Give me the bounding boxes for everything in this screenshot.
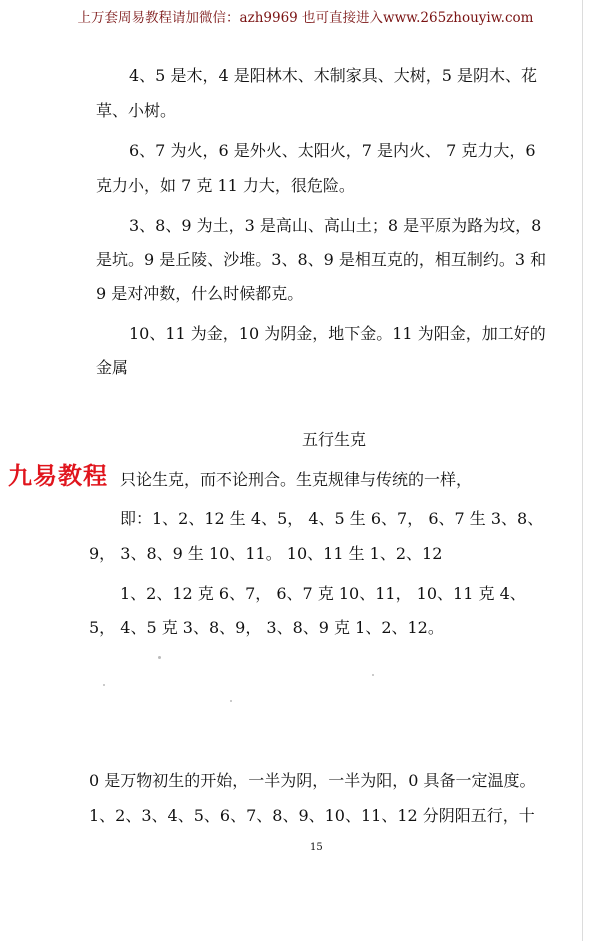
bottom-line: 0 是万物初生的开始，一半为阴，一半为阳，0 具备一定温度。 bbox=[89, 771, 536, 790]
ke-line: 5， 4、5 克 3、8、9， 3、8、9 克 1、2、12。 bbox=[89, 618, 444, 637]
section-title: 五行生克 bbox=[302, 430, 367, 449]
page-number: 15 bbox=[310, 842, 323, 853]
paragraph-line: 克力小，如 7 克 11 力大，很危险。 bbox=[96, 176, 355, 195]
paragraph-line: 4、5 是木，4 是阳林木、木制家具、大树，5 是阴木、花 bbox=[129, 66, 537, 85]
bottom-line: 1、2、3、4、5、6、7、8、9、10、11、12 分阴阳五行，十 bbox=[89, 806, 535, 825]
section-intro: 只论生克，而不论刑合。生克规律与传统的一样， bbox=[120, 470, 473, 489]
scan-speck bbox=[158, 656, 161, 659]
paragraph-line: 草、小树。 bbox=[96, 101, 177, 120]
paragraph-line: 金属 bbox=[96, 358, 129, 377]
header-banner: 上万套周易教程请加微信：azh9969 也可直接进入www.265zhouyiw.com bbox=[77, 10, 534, 26]
paragraph-line: 9 是对冲数，什么时候都克。 bbox=[96, 284, 304, 303]
paragraph-line: 6、7 为火，6 是外火、太阳火，7 是内火、 7 克力大，6 bbox=[129, 141, 536, 160]
scan-speck bbox=[230, 700, 232, 702]
paragraph-line: 10、11 为金，10 为阴金，地下金。11 为阳金，加工好的 bbox=[129, 324, 546, 343]
sheng-line: 即：1、2、12 生 4、5， 4、5 生 6、7， 6、7 生 3、8、 bbox=[120, 509, 544, 528]
ke-line: 1、2、12 克 6、7， 6、7 克 10、11， 10、11 克 4、 bbox=[120, 584, 526, 603]
scan-speck bbox=[372, 674, 374, 676]
sheng-line: 9， 3、8、9 生 10、11。 10、11 生 1、2、12 bbox=[89, 544, 443, 563]
watermark-stamp: 九易教程 bbox=[8, 462, 108, 490]
paragraph-line: 3、8、9 为土，3 是高山、高山土；8 是平原为路为坟，8 bbox=[129, 216, 542, 235]
paragraph-line: 是坑。9 是丘陵、沙堆。3、8、9 是相互克的，相互制约。3 和 bbox=[96, 250, 547, 269]
scan-speck bbox=[103, 684, 105, 686]
page-edge-line bbox=[582, 0, 583, 941]
